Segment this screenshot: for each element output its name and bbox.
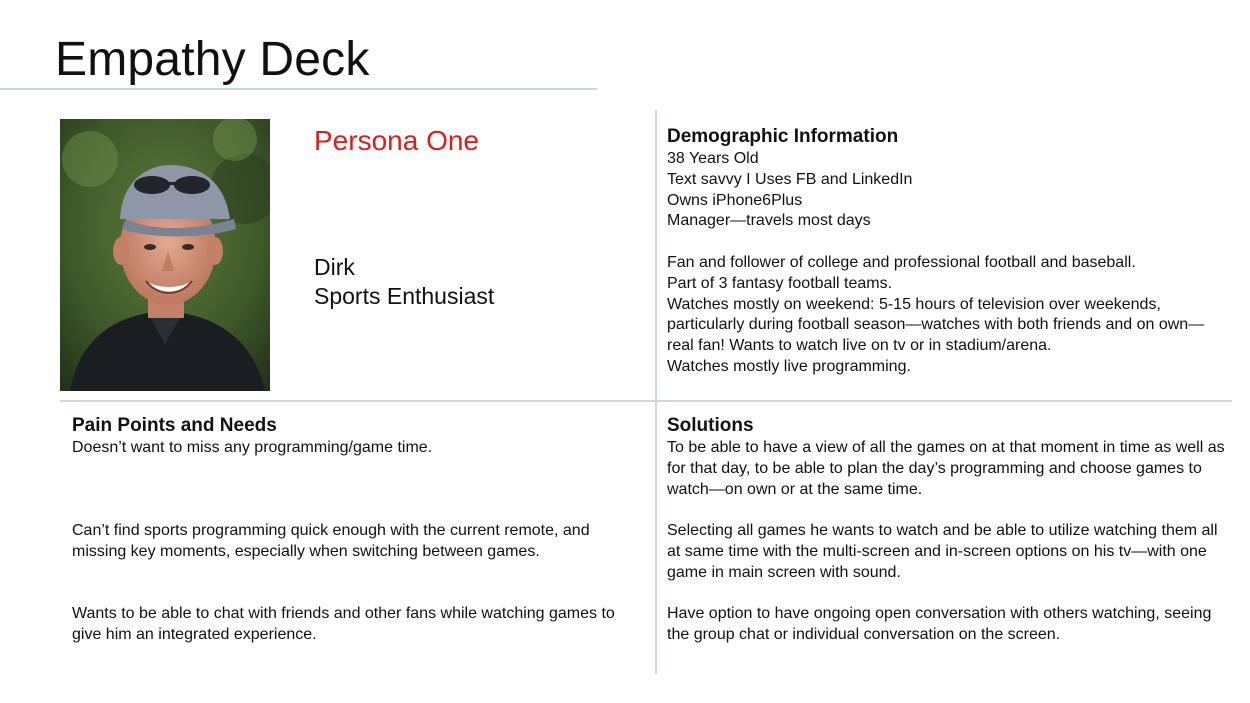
demographic-detail: Watches mostly on weekend: 5-15 hours of television over weekends, particularly during football season—watches with both friends and on own—real fan! Wants to watch live on tv or in stadium/arena.	[667, 295, 1205, 355]
persona-label: Persona One	[314, 125, 479, 156]
pain-points-heading: Pain Points and Needs	[72, 415, 277, 436]
horizontal-divider	[60, 400, 1232, 402]
demographics-lines	[667, 149, 1227, 232]
page-title: Empathy Deck	[55, 33, 370, 86]
vertical-divider	[655, 110, 657, 674]
solution-item: Selecting all games he wants to watch and be able to utilize watching them all at same time with the multi-screen and in-screen options on his tv—with one game in main screen with sound.	[667, 522, 1218, 581]
pain-point-item: Can’t find sports programming quick enough with the current remote, and missing key moments, especially when switching between games.	[72, 522, 590, 560]
demographic-detail: Part of 3 fantasy football teams.	[667, 274, 893, 292]
solutions-heading: Solutions	[667, 415, 754, 436]
pain-point-item: Wants to be able to chat with friends and other fans while watching games to give him an integrated experience.	[72, 605, 615, 643]
persona-role: Sports Enthusiast	[314, 283, 495, 309]
persona-photo	[60, 119, 270, 391]
demographic-line: Manager—travels most days	[667, 212, 871, 230]
solution-item: Have option to have ongoing open conversation with others watching, seeing the group chat or individual conversation on the screen.	[667, 605, 1212, 643]
solution-item: To be able to have a view of all the games on at that moment in time as well as for that day, to be able to plan the day’s programming and choose games to watch—on own or at the same time.	[667, 439, 1225, 498]
person-photo-icon	[60, 119, 270, 391]
persona-name: Dirk	[314, 254, 355, 280]
demographics-heading: Demographic Information	[667, 126, 899, 147]
demographics-paragraph	[667, 253, 1227, 378]
pain-point-item: Doesn’t want to miss any programming/game time.	[72, 439, 433, 456]
demographic-line: Text savvy I Uses FB and LinkedIn	[667, 170, 913, 188]
demographic-detail: Watches mostly live programming.	[667, 357, 911, 375]
demographic-line: Owns iPhone6Plus	[667, 191, 803, 209]
title-divider	[0, 88, 597, 90]
demographic-detail: Fan and follower of college and professional football and baseball.	[667, 254, 1136, 271]
demographic-line: 38 Years Old	[667, 150, 759, 167]
